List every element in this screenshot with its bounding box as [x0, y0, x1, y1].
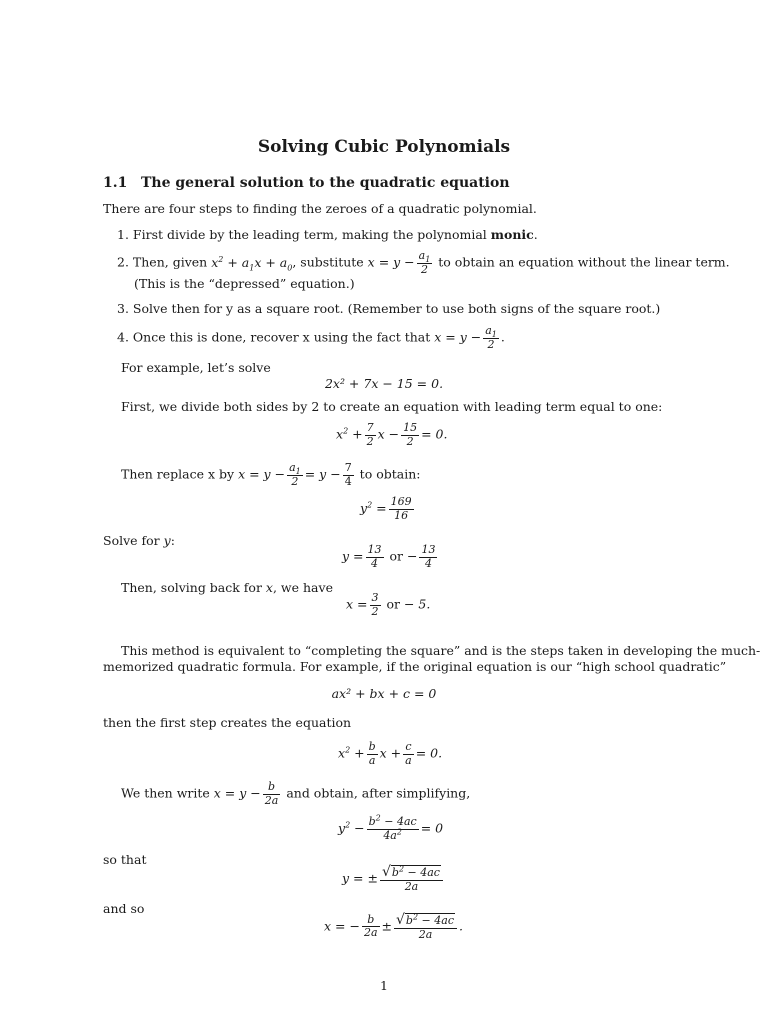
page-title: Solving Cubic Polynomials	[257, 137, 511, 157]
intro-paragraph: There are four steps to finding the zeroes of a quadratic polynomial.	[103, 201, 537, 216]
equation-general-monic: $x^2$ + $\frac{b}{a}$ x + $\frac{c}{a}$ = 0.	[338, 740, 443, 767]
equation-depressed: $y^2$ = $\frac{169}{16}$	[360, 495, 412, 522]
page-number: 1	[380, 978, 388, 993]
fraction: $\frac{7}{4}$	[344, 461, 352, 488]
we-write-line	[121, 781, 470, 807]
equation-1: 2x² + 7x − 15 = 0.	[324, 376, 444, 391]
equation-y-general: y = ± $\frac{√b^2 - 4ac}{2a}$	[342, 864, 445, 894]
step-text: Once this is done, recover x using the fact that	[132, 329, 431, 345]
fraction: $\frac{b}{2a}$	[264, 780, 279, 807]
math-expression: $x^2 + a_1x + a_0$	[211, 254, 293, 273]
or-word: or	[389, 548, 404, 564]
step-text: to obtain an equation without the linear term.	[434, 254, 730, 270]
math-expression: x = y −	[434, 329, 482, 345]
step-text: Then, given	[132, 254, 212, 270]
and-so-text: and so	[103, 901, 145, 916]
paragraph-line: memorized quadratic formula. For example, if the original equation is our “high school quadratic”	[103, 659, 727, 674]
replace-line: Then replace x by x = y − $\frac{a_1}{2}$ = y − $\frac{7}{4}$ to obtain:	[121, 461, 421, 488]
step-text: First divide by the leading term, making the polynomial	[132, 227, 491, 242]
section-heading	[103, 175, 510, 191]
or-word: or	[386, 596, 400, 612]
step-number: 3.	[117, 301, 129, 316]
we-write-text-end: and obtain, after simplifying,	[286, 785, 471, 801]
step-number: 1.	[117, 227, 129, 242]
replace-text-end: to obtain:	[359, 466, 421, 482]
step-number: 2.	[117, 254, 129, 270]
math-expression: x = y −	[238, 466, 286, 482]
step-number: 4.	[117, 329, 129, 345]
equation-y-solutions: y = $\frac{13}{4}$ or − $\frac{13}{4}$	[342, 543, 436, 570]
first-step-text: First, we divide both sides by 2 to create an equation with leading term equal to one:	[121, 399, 663, 414]
we-write-text: We then write	[121, 785, 210, 801]
quadratic-formula: x = − $\frac{b}{2a}$ ± $\frac{√b^2 - 4ac}{2a}$ .	[324, 912, 463, 942]
paragraph-line: This method is equivalent to “completing the square” and is the steps taken in developing the much-	[121, 643, 761, 658]
list-item	[117, 301, 660, 316]
first-step-creates: then the first step creates the equation	[103, 715, 352, 730]
list-item: 4. Once this is done, recover x using the fact that x = y − $\frac{a_1}{2}$ .	[117, 324, 505, 351]
section-title: The general solution to the quadratic equation	[141, 175, 510, 191]
fraction: $\frac{a_1}{2}$	[289, 461, 301, 488]
replace-text: Then replace x by	[121, 466, 235, 482]
step-continuation: (This is the “depressed” equation.)	[134, 276, 355, 291]
list-item	[117, 227, 538, 242]
step-bold-term: monic	[490, 227, 534, 242]
equation-general: ax² + bx + c = 0	[331, 686, 437, 701]
example-intro: For example, let’s solve	[121, 360, 271, 375]
step-text: Solve then for y as a square root. (Remember to use both signs of the square root.)	[132, 301, 661, 316]
solving-back-text: Then, solving back for x, we have	[121, 580, 333, 595]
so-that-text: so that	[103, 852, 147, 867]
solve-y-text: Solve for y:	[103, 533, 175, 548]
fraction: $\frac{a_1}{2}$	[485, 324, 497, 351]
math-expression: x = y −	[367, 254, 415, 270]
equation-general-depressed: $y^2$ − $\frac{b^2 - 4ac}{4a^2}$ = 0	[338, 813, 444, 842]
section-number: 1.1	[103, 175, 128, 191]
math-expression: x = y −	[213, 785, 261, 801]
equation-x-solutions: x = $\frac{3}{2}$ or − 5.	[346, 591, 431, 618]
step-text: , substitute	[292, 254, 368, 270]
fraction: $\frac{a_1}{2}$	[418, 249, 431, 276]
list-item	[117, 250, 730, 276]
equation-monic: $x^2$ + $\frac{7}{2}$ x − $\frac{15}{2}$ = 0.	[336, 421, 448, 448]
step-text-end: .	[533, 227, 538, 242]
